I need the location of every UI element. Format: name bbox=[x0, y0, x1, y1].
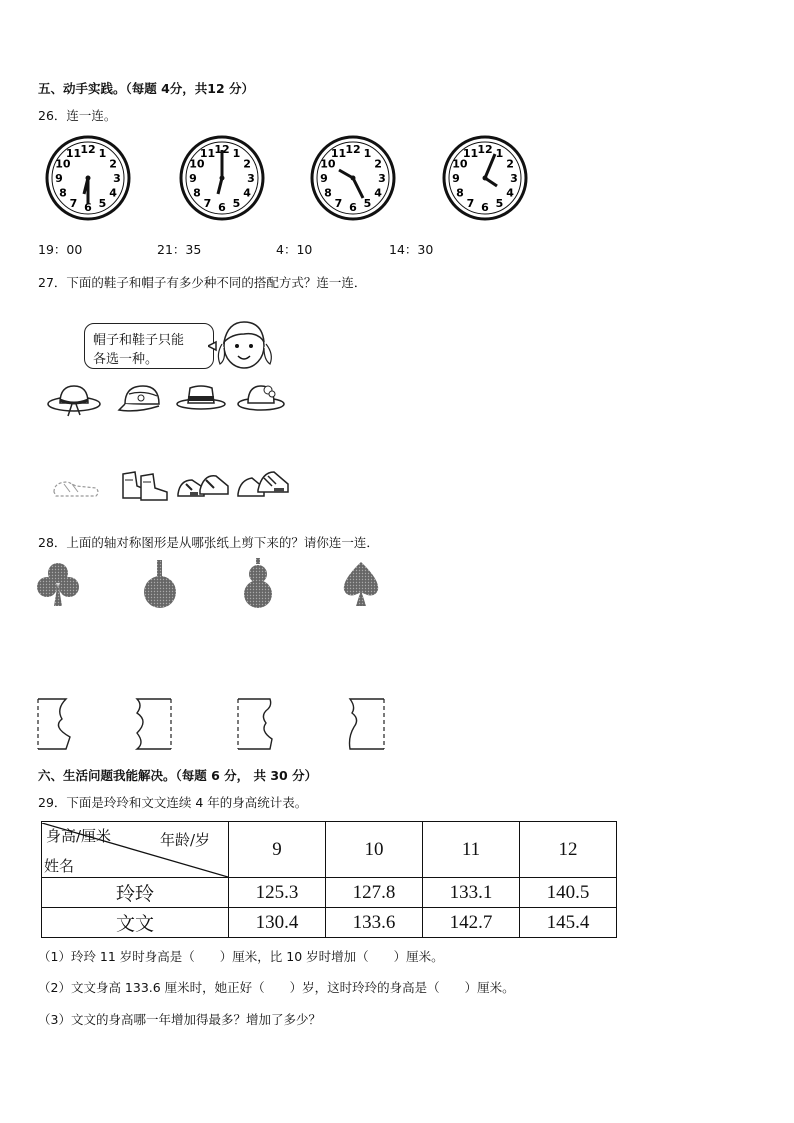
clock-numeral: 12 bbox=[80, 143, 96, 156]
clock-numeral: 12 bbox=[214, 143, 230, 156]
spade-shape-icon bbox=[340, 560, 382, 608]
clock-numeral: 12 bbox=[345, 143, 361, 156]
corner-name-label: 姓名 bbox=[44, 856, 75, 875]
gourd-shape-icon bbox=[243, 558, 273, 610]
clock-numeral: 8 bbox=[324, 186, 332, 200]
paper-cutout-3 bbox=[236, 697, 278, 751]
section6-title: 六、生活问题我能解决。（每题 6 分， 共 30 分） bbox=[38, 768, 318, 783]
clock-numeral: 10 bbox=[55, 157, 71, 171]
row-name-cell: 玲玲 bbox=[42, 878, 229, 908]
age-header-cell: 12 bbox=[520, 822, 617, 878]
sneakers-icon bbox=[176, 468, 230, 500]
clock-numeral: 7 bbox=[466, 197, 475, 211]
clock-numeral: 10 bbox=[189, 157, 205, 171]
clock-numeral: 9 bbox=[452, 172, 460, 185]
hat-icon bbox=[46, 378, 102, 418]
paper-cutout-2 bbox=[131, 697, 173, 751]
clock-numeral: 11 bbox=[330, 146, 347, 160]
q29-sub3: （3）文文的身高哪一年增加得最多？增加了多少？ bbox=[38, 1012, 321, 1027]
clock-numeral: 5 bbox=[98, 197, 107, 211]
row-name-cell: 文文 bbox=[42, 908, 229, 938]
clock-face-icon bbox=[441, 134, 529, 222]
clock-numeral: 3 bbox=[378, 172, 386, 185]
bubble-line-1: 帽子和鞋子只能 bbox=[93, 333, 185, 348]
clock-numeral: 6 bbox=[349, 201, 357, 214]
clock-numeral: 5 bbox=[495, 197, 504, 211]
q28-label: 28．上面的轴对称图形是从哪张纸上剪下来的？请你连一连． bbox=[38, 535, 379, 550]
height-table bbox=[41, 821, 617, 938]
clock-numeral: 1 bbox=[232, 146, 241, 160]
clock-numeral: 5 bbox=[232, 197, 241, 211]
clock-numeral: 10 bbox=[320, 157, 336, 171]
clock-2 bbox=[178, 134, 266, 226]
minute-hand bbox=[353, 178, 363, 198]
clock-numeral: 7 bbox=[69, 197, 78, 211]
clock-numeral: 2 bbox=[506, 157, 514, 171]
height-cell: 133.1 bbox=[423, 878, 520, 908]
height-cell: 125.3 bbox=[229, 878, 326, 908]
clock-face-icon bbox=[178, 134, 266, 222]
fedora-icon bbox=[176, 382, 226, 412]
clock-3 bbox=[309, 134, 397, 226]
boots-icon bbox=[117, 466, 173, 502]
clock-numeral: 11 bbox=[199, 146, 216, 160]
cap-icon bbox=[117, 380, 167, 416]
table-corner-cell bbox=[42, 822, 229, 878]
clock-numeral: 4 bbox=[374, 186, 382, 200]
clock-numeral: 1 bbox=[363, 146, 372, 160]
clock-numeral: 9 bbox=[320, 172, 328, 185]
height-cell: 127.8 bbox=[326, 878, 423, 908]
section5-title: 五、动手实践。（每题 4分，共12 分） bbox=[38, 81, 255, 96]
table-row bbox=[42, 878, 617, 908]
clock-numeral: 11 bbox=[462, 146, 479, 160]
clock-numeral: 7 bbox=[203, 197, 212, 211]
q29-sub2: （2）文文身高 133.6 厘米时，她正好（ ）岁，这时玲玲的身高是（ ）厘米。 bbox=[38, 980, 515, 995]
clock-numeral: 1 bbox=[495, 146, 504, 160]
flower-hat-icon bbox=[236, 380, 286, 414]
clock-face-icon bbox=[44, 134, 132, 222]
height-cell: 140.5 bbox=[520, 878, 617, 908]
clock-numeral: 4 bbox=[243, 186, 251, 200]
clock-numeral: 5 bbox=[363, 197, 372, 211]
age-header-cell: 11 bbox=[423, 822, 520, 878]
clock-numeral: 2 bbox=[374, 157, 382, 171]
clock-numeral: 11 bbox=[65, 146, 82, 160]
time-option-4: 14：30 bbox=[389, 242, 434, 257]
club-shape-icon bbox=[36, 562, 80, 608]
clock-4 bbox=[441, 134, 529, 226]
clock-numeral: 6 bbox=[218, 201, 226, 214]
clock-numeral: 9 bbox=[55, 172, 63, 185]
q29-label: 29．下面是玲玲和文文连续 4 年的身高统计表。 bbox=[38, 795, 308, 810]
clock-numeral: 4 bbox=[506, 186, 514, 200]
height-cell: 142.7 bbox=[423, 908, 520, 938]
clock-1 bbox=[44, 134, 132, 226]
age-header-cell: 9 bbox=[229, 822, 326, 878]
girl-icon bbox=[208, 314, 278, 374]
paper-cutout-1 bbox=[36, 697, 76, 751]
clock-numeral: 8 bbox=[456, 186, 464, 200]
clock-numeral: 2 bbox=[109, 157, 117, 171]
height-cell: 145.4 bbox=[520, 908, 617, 938]
time-option-2: 21：35 bbox=[157, 242, 202, 257]
clock-numeral: 2 bbox=[243, 157, 251, 171]
time-option-3: 4：10 bbox=[276, 242, 313, 257]
clock-numeral: 6 bbox=[481, 201, 489, 214]
clock-numeral: 4 bbox=[109, 186, 117, 200]
clock-face-icon bbox=[309, 134, 397, 222]
corner-age-label: 年龄/岁 bbox=[160, 830, 211, 849]
clock-numeral: 12 bbox=[477, 143, 493, 156]
clock-numeral: 8 bbox=[193, 186, 201, 200]
time-option-1: 19：00 bbox=[38, 242, 83, 257]
clock-numeral: 3 bbox=[113, 172, 121, 185]
clock-numeral: 7 bbox=[334, 197, 343, 211]
speech-bubble bbox=[84, 323, 214, 369]
q27-label: 27．下面的鞋子和帽子有多少种不同的搭配方式？连一连． bbox=[38, 275, 367, 290]
height-cell: 133.6 bbox=[326, 908, 423, 938]
minute-hand bbox=[485, 154, 495, 178]
q26-label: 26．连一连。 bbox=[38, 108, 117, 123]
age-header-cell: 10 bbox=[326, 822, 423, 878]
clock-numeral: 3 bbox=[247, 172, 255, 185]
running-shoes-icon bbox=[236, 466, 290, 500]
clock-numeral: 9 bbox=[189, 172, 197, 185]
clock-numeral: 6 bbox=[84, 201, 92, 214]
q29-sub1: （1）玲玲 11 岁时身高是（ ）厘米，比 10 岁时增加（ ）厘米。 bbox=[38, 949, 444, 964]
table-row bbox=[42, 908, 617, 938]
clock-numeral: 3 bbox=[510, 172, 518, 185]
bubble-line-2: 各选一种。 bbox=[93, 352, 159, 367]
clock-numeral: 1 bbox=[98, 146, 107, 160]
sandal-icon bbox=[50, 474, 102, 500]
clock-numeral: 8 bbox=[59, 186, 67, 200]
round-fan-shape-icon bbox=[141, 560, 179, 610]
clock-numeral: 10 bbox=[452, 157, 468, 171]
paper-cutout-4 bbox=[344, 697, 386, 751]
height-cell: 130.4 bbox=[229, 908, 326, 938]
corner-height-label: 身高/厘米 bbox=[46, 826, 112, 845]
